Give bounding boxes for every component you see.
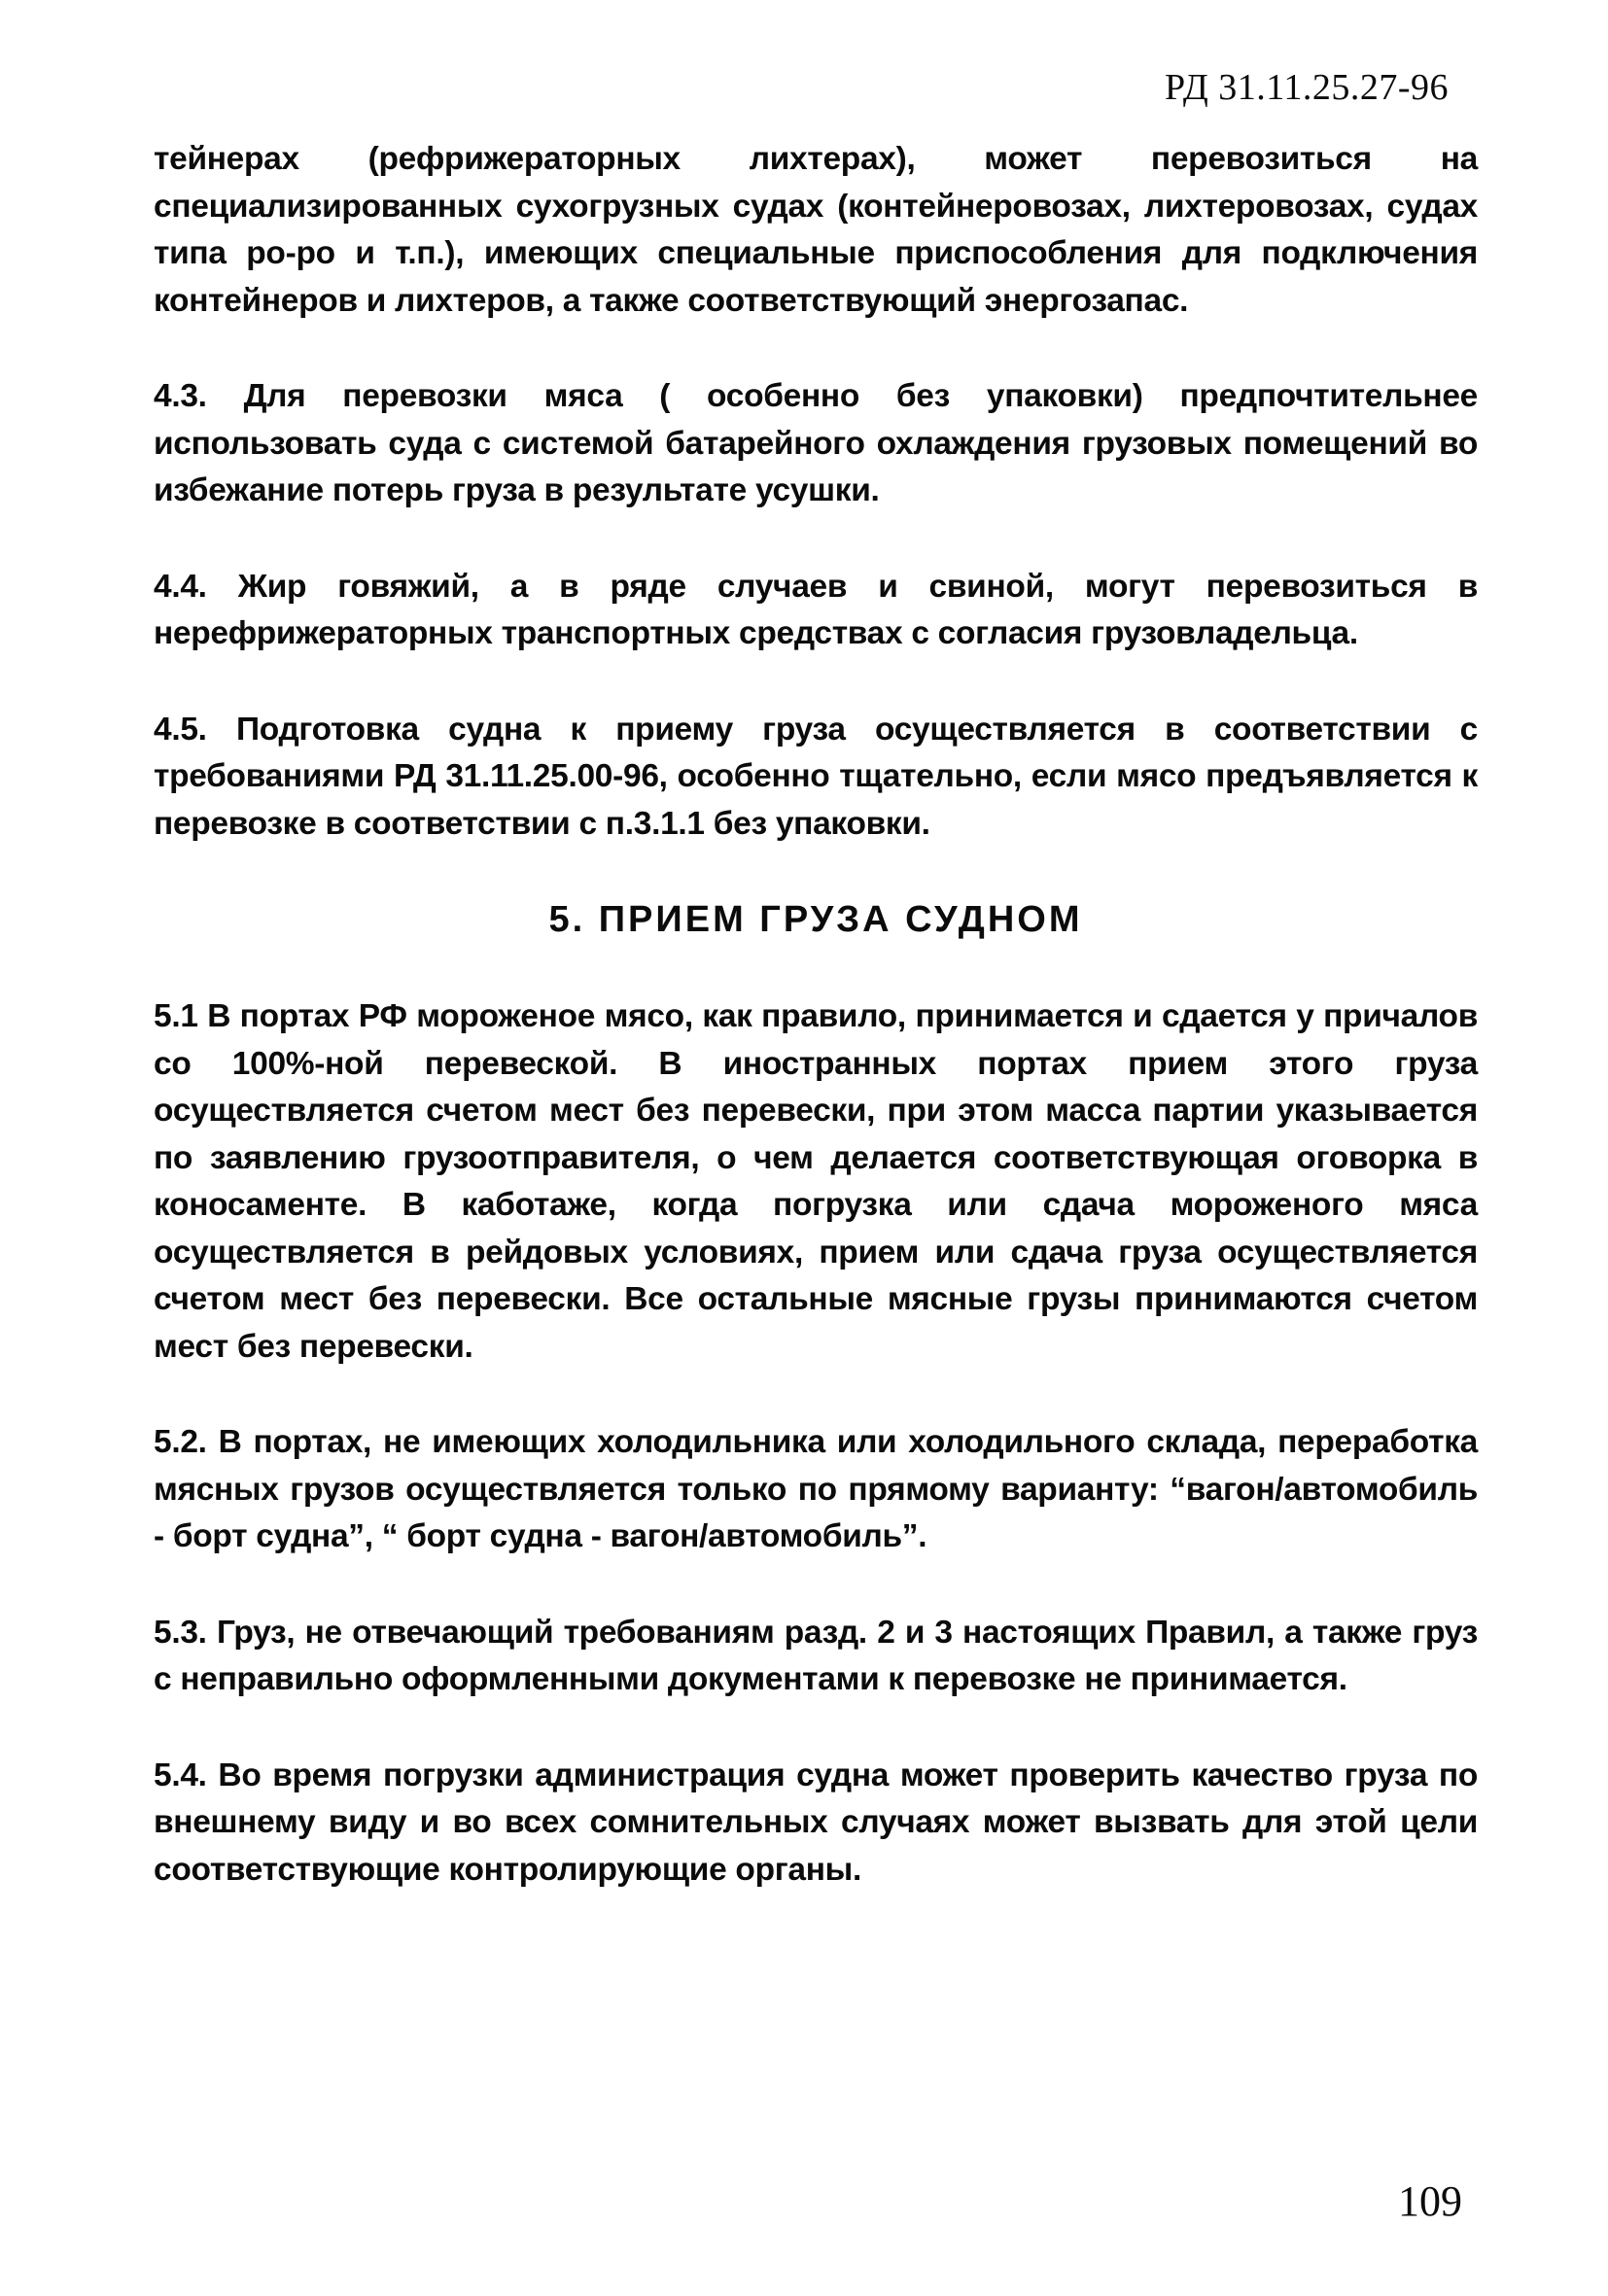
paragraph-5-3: 5.3. Груз, не отвечающий требованиям разд. 2 и 3 настоящих Правил, а также груз с неправильно оформленными документами к перевозке не принимается. bbox=[154, 1614, 1478, 1697]
page-number: 109 bbox=[1398, 2177, 1462, 2225]
paragraph-4-4: 4.4. Жир говяжий, а в ряде случаев и свиной, могут перевозиться в нерефрижераторных транспортных средствах с согласия грузовладельца. bbox=[154, 568, 1478, 651]
document-body bbox=[154, 136, 1478, 1942]
paragraph-4-3: 4.3. Для перевозки мяса ( особенно без упаковки) предпочтительнее использовать суда с системой батарейного охлаждения грузовых помещений во избежание потерь груза в результате усушки. bbox=[154, 378, 1478, 508]
section-heading: 5. ПРИЕМ ГРУЗА СУДНОМ bbox=[548, 899, 1083, 940]
paragraph-5-1: 5.1 В портах РФ мороженое мясо, как правило, принимается и сдается у причалов со 100%-ной перевеской. В иностранных портах прием этого груза осуществляется счетом мест без перевески, при этом масса партии указывается по заявлению грузоотправителя, о чем делается соответствующая оговорка в коносаменте. В каботаже, когда погрузка или сдача мороженого мяса осуществляется в рейдовых условиях, прием или сдача груза осуществляется счетом мест без перевески. Все остальные мясные грузы принимаются счетом мест без перевески. bbox=[154, 998, 1478, 1365]
paragraph-4-5: 4.5. Подготовка судна к приему груза осуществляется в соответствии с требованиями РД 31.11.25.00-96, особенно тщательно, если мясо предъявляется к перевозке в соответствии с п.3.1.1 без упаковки. bbox=[154, 711, 1478, 842]
paragraph-5-4: 5.4. Во время погрузки администрация судна может проверить качество груза по внешнему виду и во всех сомнительных случаях может вызвать для этой цели соответствующие контролирующие органы. bbox=[154, 1757, 1478, 1888]
paragraph-5-2: 5.2. В портах, не имеющих холодильника или холодильного склада, переработка мясных грузов осуществляется только по прямому варианту: “вагон/автомобиль - борт судна”, “ борт судна - вагон/автомобиль”. bbox=[154, 1424, 1478, 1554]
paragraph-4-2-continuation: тейнерах (рефрижераторных лихтерах), может перевозиться на специализированных сухогрузных судах (контейнеровозах, лихтеровозах, судах типа ро-ро и т.п.), имеющих специальные приспособления для подключения контейнеров и лихтеров, а также соответствующий энергозапас. bbox=[154, 141, 1478, 319]
document-code: РД 31.11.25.27-96 bbox=[1165, 67, 1449, 108]
